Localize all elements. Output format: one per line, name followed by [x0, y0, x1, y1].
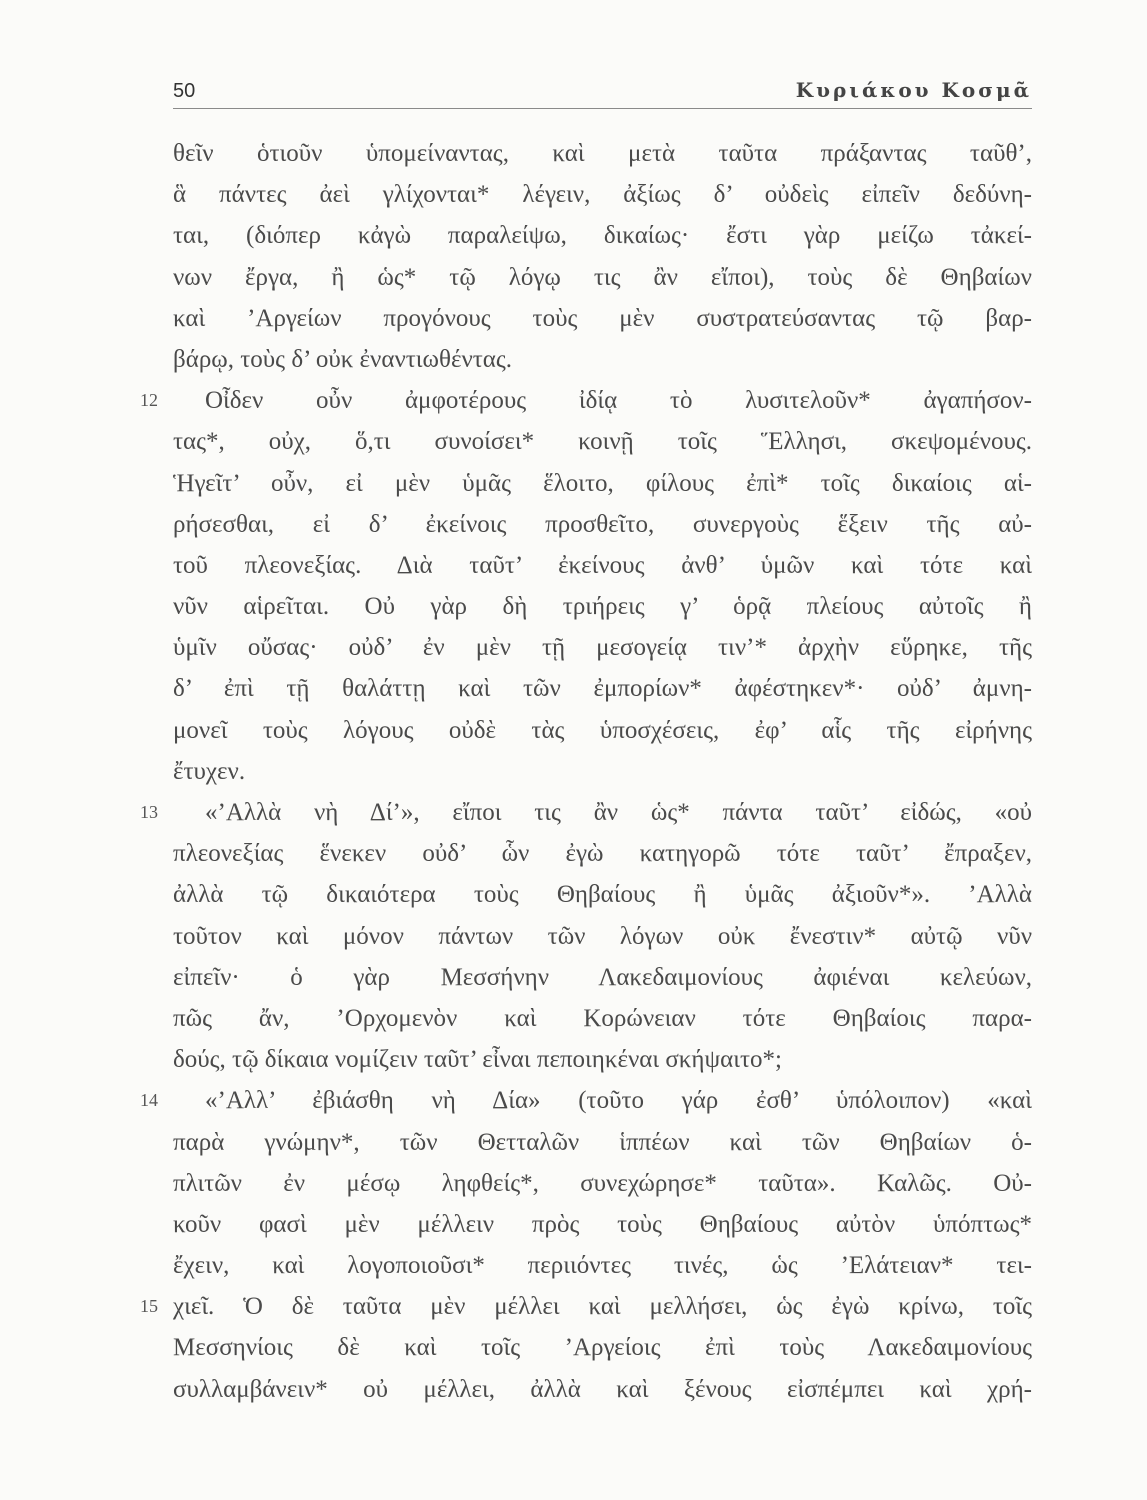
text-line	[173, 1327, 1032, 1368]
line-text: Μεσσηνίοις δὲ καὶ τοῖς ’Αργείοις ἐπὶ τοὺς Λακεδαιμονίους	[173, 1334, 1032, 1362]
line-text: ρήσεσθαι, εἰ δ’ ἐκείνοις προσθεῖτο, συνεργοὺς ἕξειν τῆς αὐ-	[173, 510, 1032, 538]
text-line	[173, 133, 1032, 174]
line-text: ἔχειν, καὶ λογοποιοῦσι* περιιόντες τινές, ὡς ’Ελάτειαν* τει-	[173, 1252, 1032, 1280]
text-line	[173, 668, 1032, 709]
running-header	[173, 78, 1032, 109]
text-line	[173, 627, 1032, 668]
line-text: Οἶδεν οὖν ἀμφοτέρους ἰδίᾳ τὸ λυσιτελοῦν* ἀγαπήσον-	[205, 387, 1032, 415]
line-text: βάρῳ, τοὺς δ’ οὐκ ἐναντιωθέντας.	[173, 345, 513, 373]
line-text: πλεονεξίας ἕνεκεν οὐδ’ ὧν ἐγὼ κατηγορῶ τότε ταῦτ’ ἔπραξεν,	[173, 840, 1032, 868]
line-text: νων ἔργα, ἢ ὡς* τῷ λόγῳ τις ἂν εἴποι), τοὺς δὲ Θηβαίων	[173, 263, 1032, 291]
line-text: δ’ ἐπὶ τῇ θαλάττῃ καὶ τῶν ἐμπορίων* ἀφέστηκεν*· οὐδ’ ἀμνη-	[173, 675, 1032, 703]
section-number: 15	[140, 1296, 158, 1317]
text-line	[173, 215, 1032, 256]
section-number: 13	[140, 802, 158, 822]
text-line	[173, 257, 1032, 298]
text-line	[173, 339, 1032, 380]
running-title: Κυριάκου Κοσμᾶ	[795, 78, 1032, 102]
text-line	[173, 545, 1032, 586]
line-text: ται, (διόπερ κἀγὼ παραλείψω, δικαίως· ἔστι γὰρ μείζω τἀκεί-	[173, 222, 1032, 250]
text-line	[173, 998, 1032, 1039]
line-text: ὑμῖν οὔσας· οὐδ’ ἐν μὲν τῇ μεσογείᾳ τιν’* ἀρχὴν εὕρηκε, τῆς	[173, 634, 1032, 662]
line-text: νῦν αἱρεῖται. Οὐ γὰρ δὴ τριήρεις γ’ ὁρᾷ πλείους αὐτοῖς ἢ	[173, 593, 1032, 621]
line-text: «’Αλλὰ νὴ Δί’», εἴποι τις ἂν ὡς* πάντα ταῦτ’ εἰδώς, «οὐ	[205, 799, 1032, 826]
line-text: τοῦτον καὶ μόνον πάντων τῶν λόγων οὐκ ἔνεστιν* αὐτῷ νῦν	[173, 922, 1032, 950]
text-line	[140, 380, 1032, 421]
text-line	[173, 421, 1032, 462]
text-line	[173, 1204, 1032, 1245]
line-text: παρὰ γνώμην*, τῶν Θετταλῶν ἱππέων καὶ τῶν Θηβαίων ὁ-	[173, 1128, 1032, 1156]
text-line	[173, 874, 1032, 915]
text-line	[173, 586, 1032, 627]
line-text: μονεῖ τοὺς λόγους οὐδὲ τὰς ὑποσχέσεις, ἐφ’ αἷς τῆς εἰρήνης	[173, 716, 1032, 744]
text-line	[173, 1163, 1032, 1204]
line-text: ἀλλὰ τῷ δικαιότερα τοὺς Θηβαίους ἢ ὑμᾶς ἀξιοῦν*». ’Αλλὰ	[173, 881, 1032, 909]
line-text: τοῦ πλεονεξίας. Διὰ ταῦτ’ ἐκείνους ἀνθ’ ὑμῶν καὶ τότε καὶ	[173, 551, 1032, 579]
line-text: ἔτυχεν.	[173, 757, 246, 785]
text-line	[173, 174, 1032, 215]
line-text: τας*, οὐχ, ὅ,τι συνοίσει* κοινῇ τοῖς Ἕλλησι, σκεψομένους.	[173, 428, 1032, 456]
line-text: δούς, τῷ δίκαια νομίζειν ταῦτ’ εἶναι πεποιηκέναι σκήψαιτο*;	[173, 1046, 782, 1074]
page-number: 50	[173, 80, 196, 102]
text-line	[173, 916, 1032, 957]
line-text: Ἡγεῖτ’ οὖν, εἰ μὲν ὑμᾶς ἕλοιτο, φίλους ἐπὶ* τοῖς δικαίοις αἱ-	[173, 469, 1032, 497]
line-text: κοῦν φασὶ μὲν μέλλειν πρὸς τοὺς Θηβαίους αὐτὸν ὑπόπτως*	[173, 1210, 1032, 1238]
text-line	[173, 1245, 1032, 1286]
line-text: πῶς ἄν, ’Ορχομενὸν καὶ Κορώνειαν τότε Θηβαίοις παρα-	[173, 1004, 1032, 1032]
line-text: εἰπεῖν· ὁ γὰρ Μεσσήνην Λακεδαιμονίους ἀφιέναι κελεύων,	[173, 963, 1032, 991]
text-line	[173, 1039, 1032, 1080]
line-text: πλιτῶν ἐν μέσῳ ληφθείς*, συνεχώρησε* ταῦτα». Καλῶς. Οὐ-	[173, 1169, 1032, 1197]
text-line	[173, 298, 1032, 339]
text-line	[173, 710, 1032, 751]
line-text: «’Αλλ’ ἐβιάσθη νὴ Δία» (τοῦτο γάρ ἐσθ’ ὑπόλοιπον) «καὶ	[205, 1087, 1032, 1115]
text-line	[173, 751, 1032, 792]
line-text: θεῖν ὁτιοῦν ὑπομείναντας, καὶ μετὰ ταῦτα πράξαντας ταῦθ’,	[173, 140, 1032, 167]
page-body-text	[140, 133, 1032, 1410]
text-line	[173, 463, 1032, 504]
line-text: καὶ ’Αργείων προγόνους τοὺς μὲν συστρατεύσαντας τῷ βαρ-	[173, 304, 1032, 332]
text-line	[173, 957, 1032, 998]
text-line	[140, 792, 1032, 833]
text-line	[173, 1369, 1032, 1410]
line-text: ἃ πάντες ἀεὶ γλίχονται* λέγειν, ἀξίως δ’ οὐδεὶς εἰπεῖν δεδύνη-	[173, 181, 1032, 209]
text-line	[173, 1122, 1032, 1163]
text-line	[140, 1286, 1032, 1327]
section-number: 14	[140, 1090, 158, 1111]
text-line	[173, 833, 1032, 874]
section-number: 12	[140, 390, 158, 411]
line-text: χιεῖ. Ὁ δὲ ταῦτα μὲν μέλλει καὶ μελλήσει, ὡς ἐγὼ κρίνω, τοῖς	[173, 1293, 1032, 1321]
line-text: συλλαμβάνειν* οὐ μέλλει, ἀλλὰ καὶ ξένους εἰσπέμπει καὶ χρή-	[173, 1375, 1032, 1403]
text-line	[173, 504, 1032, 545]
text-line	[140, 1080, 1032, 1121]
